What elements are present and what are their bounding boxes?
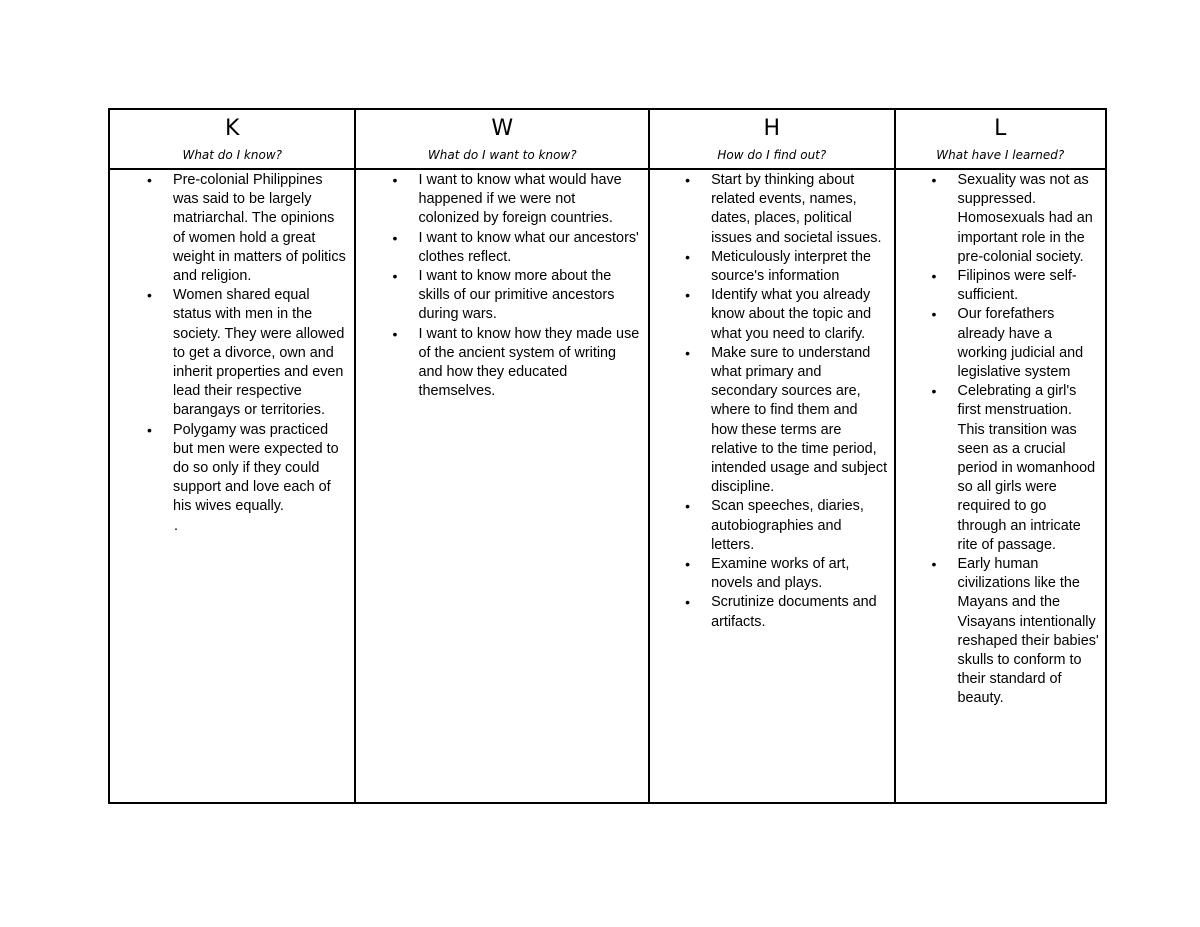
list-item: • Our forefathers already have a working judicial and legislative system	[958, 305, 1099, 382]
list-item: • I want to know more about the skills of our primitive ancestors during wars.	[418, 267, 640, 325]
list-item: • Sexuality was not as suppressed. Homosexuals had an important role in the pre-colonial society.	[958, 171, 1099, 267]
list-item: • Polygamy was practiced but men were expected to do so only if they could support and love each of his wives equally.	[173, 421, 348, 517]
column-letter-l: L	[994, 116, 1007, 141]
list-item: • Celebrating a girl's first menstruation. This transition was seen as a crucial period in womanhood so all girls were required to go through an intricate rite of passage.	[958, 382, 1099, 555]
header-row	[109, 109, 1106, 169]
list-item: • Identify what you already know about the topic and what you need to clarify.	[711, 286, 887, 344]
column-question-l: What have I learned?	[936, 148, 1065, 162]
list-item: • Meticulously interpret the source's information	[711, 248, 887, 286]
trailing-period: .	[174, 517, 178, 534]
list-item: • I want to know what our ancestors' clothes reflect.	[418, 229, 640, 267]
header-w	[355, 109, 649, 169]
list-item: • I want to know what would have happened if we were not colonized by foreign countries.	[418, 171, 640, 229]
list-item: • Pre-colonial Philippines was said to be largely matriarchal. The opinions of women hold a great weight in matters of politics and religion.	[173, 171, 348, 286]
bullet-list-k	[173, 171, 348, 517]
header-k	[109, 109, 355, 169]
body-k	[109, 169, 355, 803]
bullet-list-w	[418, 171, 640, 401]
column-question-k: What do I know?	[182, 148, 283, 162]
column-letter-h: H	[763, 116, 781, 141]
list-item: • Examine works of art, novels and plays.	[711, 555, 887, 593]
list-item: • Women shared equal status with men in the society. They were allowed to get a divorce, own and inherit properties and even lead their respective barangays or territories.	[173, 286, 348, 420]
header-h	[649, 109, 894, 169]
header-l	[895, 109, 1106, 169]
body-row	[109, 169, 1106, 803]
column-letter-k: K	[225, 116, 240, 141]
list-item: • I want to know how they made use of the ancient system of writing and how they educated themselves.	[418, 325, 640, 402]
list-item: • Make sure to understand what primary and secondary sources are, where to find them and how these terms are relative to the time period, intended usage and subject discipline.	[711, 344, 887, 498]
column-letter-w: W	[491, 116, 514, 141]
column-question-h: How do I find out?	[717, 148, 827, 162]
body-w	[355, 169, 649, 803]
body-l	[895, 169, 1106, 803]
kwhl-chart-table	[108, 108, 1107, 804]
list-item: • Scrutinize documents and artifacts.	[711, 593, 887, 631]
bullet-list-l	[958, 171, 1099, 709]
bullet-list-h	[711, 171, 887, 632]
list-item: • Early human civilizations like the Mayans and the Visayans intentionally reshaped their babies' skulls to conform to their standard of beauty.	[958, 555, 1099, 709]
list-item: • Start by thinking about related events, names, dates, places, political issues and societal issues.	[711, 171, 887, 248]
list-item: • Filipinos were self-sufficient.	[958, 267, 1099, 305]
list-item: • Scan speeches, diaries, autobiographies and letters.	[711, 497, 887, 555]
body-h	[649, 169, 894, 803]
column-question-w: What do I want to know?	[427, 148, 577, 162]
